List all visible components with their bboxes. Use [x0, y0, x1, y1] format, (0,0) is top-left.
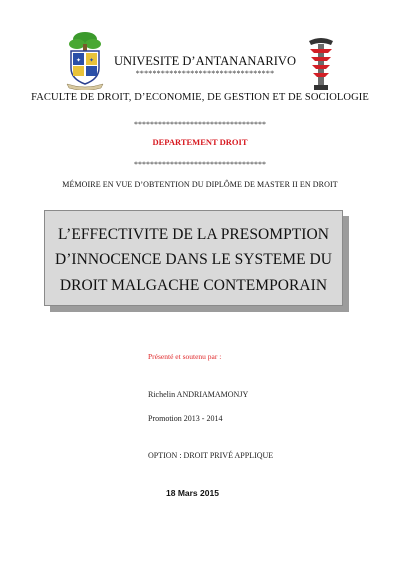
author-name: Richelin ANDRIAMAMONJY	[148, 390, 249, 399]
thesis-title-line-2: D’INNOCENCE DANS LE SYSTEME DU	[54, 251, 333, 268]
faculty-emblem-icon	[305, 35, 337, 93]
presented-by-label: Présenté et soutenu par :	[148, 352, 222, 361]
promotion-year: Promotion 2013 - 2014	[148, 414, 223, 423]
separator-stars: *********************************	[134, 160, 266, 169]
faculty-name: FACULTE DE DROIT, D’ECONOMIE, DE GESTION ET DE SOCIOLOGIE	[31, 92, 369, 103]
university-name: UNIVESITE D’ANTANANARIVO	[114, 54, 296, 68]
defense-date: 18 Mars 2015	[166, 488, 219, 498]
option-label: OPTION : DROIT PRIVÉ APPLIQUE	[148, 451, 274, 460]
thesis-title-line-3: DROIT MALGACHE CONTEMPORAIN	[59, 277, 328, 294]
department-name: DEPARTEMENT DROIT	[152, 137, 248, 147]
svg-text:✦: ✦	[88, 57, 95, 64]
thesis-title-line-1: L’EFFECTIVITE DE LA PRESOMPTION	[58, 226, 329, 243]
university-crest-icon	[62, 30, 108, 90]
memoire-line: MÉMOIRE EN VUE D’OBTENTION DU DIPLÔME DE MASTER II EN DROIT	[62, 180, 338, 189]
separator-stars: *********************************	[134, 120, 266, 129]
separator-stars: *********************************	[135, 69, 275, 78]
svg-text:✦: ✦	[75, 57, 82, 64]
